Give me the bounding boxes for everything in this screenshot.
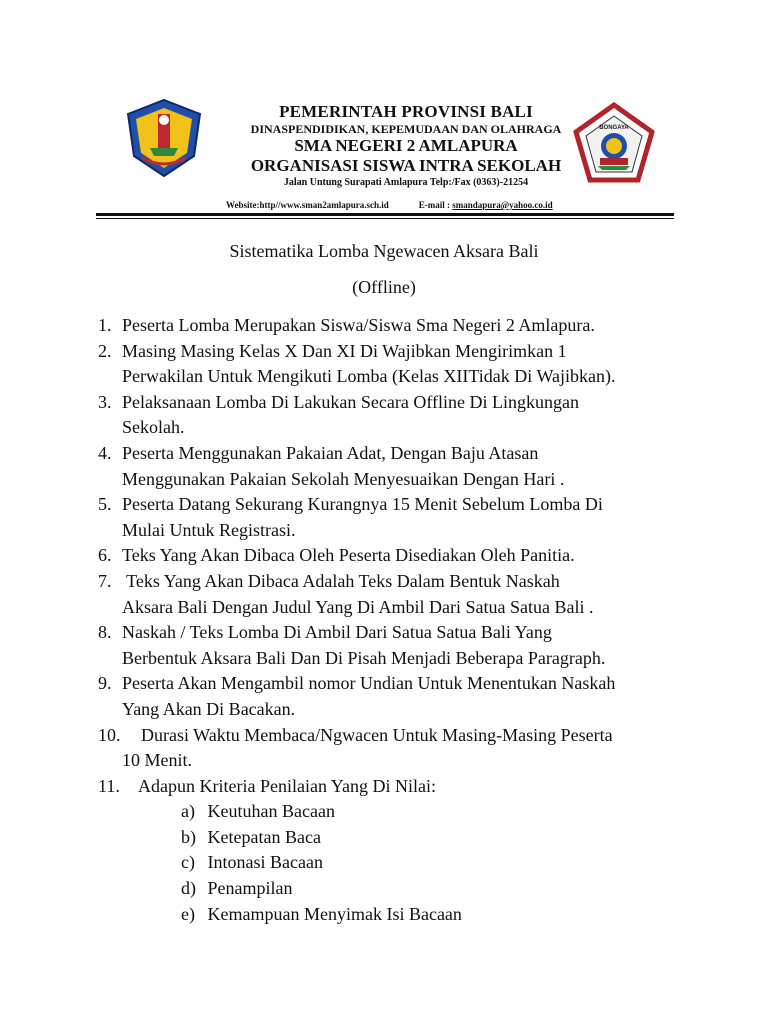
rules-list <box>98 313 688 927</box>
list-item-number: 11. <box>98 775 120 796</box>
list-item-line: Mulai Untuk Registrasi. <box>122 519 296 540</box>
list-item-number: 7. <box>98 570 112 591</box>
criteria-label: a) <box>181 801 195 822</box>
list-item-line: Durasi Waktu Membaca/Ngwacen Untuk Masing-Masing Peserta <box>141 724 613 745</box>
list-item-number: 9. <box>98 673 112 694</box>
criteria-text: Intonasi Bacaan <box>207 852 323 873</box>
letterhead-line-2: DINASPENDIDIKAN, KEPEMUDAAN DAN OLAHRAGA <box>250 122 562 137</box>
list-item-line: Sekolah. <box>122 417 185 438</box>
list-item-number: 1. <box>98 315 112 335</box>
list-item <box>98 569 688 620</box>
document-subtitle: (Offline) <box>352 277 416 297</box>
letterhead <box>96 92 674 222</box>
letterhead-rule-thin <box>96 218 674 219</box>
list-item-line: 10 Menit. <box>122 750 192 771</box>
criteria-item <box>98 825 688 851</box>
list-item-number: 6. <box>98 545 112 566</box>
list-item <box>98 390 688 441</box>
criteria-text: Ketepatan Baca <box>207 826 321 847</box>
list-item <box>98 339 688 390</box>
letterhead-email-label: E-mail : <box>418 200 451 210</box>
criteria-label: c) <box>181 852 195 873</box>
school-logo-text: BONGAYA <box>599 125 629 131</box>
letterhead-line-4: ORGANISASI SISWA INTRA SEKOLAH <box>250 156 562 176</box>
list-item-number: 4. <box>98 442 112 463</box>
list-item-line: Peserta Akan Mengambil nomor Undian Untuk Menentukan Naskah <box>122 673 616 694</box>
criteria-label: d) <box>181 878 196 899</box>
criteria-item <box>98 799 688 825</box>
letterhead-contact <box>226 200 646 210</box>
list-item-number: 2. <box>98 340 112 361</box>
criteria-text: Kemampuan Menyimak Isi Bacaan <box>207 903 462 924</box>
list-item <box>98 774 688 800</box>
list-item <box>98 313 688 339</box>
letterhead-rule-thick <box>96 213 674 216</box>
list-item-line: Peserta Lomba Merupakan Siswa/Siswa Sma Negeri 2 Amlapura. <box>122 315 595 335</box>
list-item-line: Teks Yang Akan Dibaca Adalah Teks Dalam Bentuk Naskah <box>122 570 560 591</box>
list-item-line: Pelaksanaan Lomba Di Lakukan Secara Offline Di Lingkungan <box>122 391 580 412</box>
list-item-line: Peserta Datang Sekurang Kurangnya 15 Menit Sebelum Lomba Di <box>122 494 603 515</box>
list-item-number: 5. <box>98 494 112 515</box>
letterhead-email: smandapura@yahoo.co.id <box>452 200 553 210</box>
letterhead-website: Website:http//www.sman2amlapura.sch.id <box>226 200 389 210</box>
list-item <box>98 441 688 492</box>
list-item-line: Peserta Menggunakan Pakaian Adat, Dengan Baju Atasan <box>122 442 539 463</box>
list-item <box>98 671 688 722</box>
list-item <box>98 492 688 543</box>
list-item-line: Adapun Kriteria Penilaian Yang Di Nilai: <box>138 775 436 796</box>
list-item <box>98 620 688 671</box>
criteria-item <box>98 876 688 902</box>
letterhead-line-1: PEMERINTAH PROVINSI BALI <box>279 102 533 121</box>
list-item-number: 8. <box>98 622 112 643</box>
criteria-label: b) <box>181 826 196 847</box>
list-item <box>98 543 688 569</box>
school-logo-icon <box>572 102 656 186</box>
letterhead-text <box>206 102 606 189</box>
list-item-line: Aksara Bali Dengan Judul Yang Di Ambil Dari Satua Satua Bali . <box>122 596 594 617</box>
list-item-line: Berbentuk Aksara Bali Dan Di Pisah Menjadi Beberapa Paragraph. <box>122 647 606 668</box>
document-title: Sistematika Lomba Ngewacen Aksara Bali <box>229 241 539 261</box>
list-item-number: 10. <box>98 724 121 745</box>
criteria-text: Penampilan <box>207 878 293 899</box>
list-item-line: Yang Akan Di Bacakan. <box>122 698 296 719</box>
criteria-item <box>98 902 688 928</box>
letterhead-address: Jalan Untung Surapati Amlapura Telp:/Fax (0363)-21254 <box>283 177 529 189</box>
criteria-text: Keutuhan Bacaan <box>207 801 335 822</box>
list-item-line: Teks Yang Akan Dibaca Oleh Peserta Disediakan Oleh Panitia. <box>122 545 575 566</box>
criteria-item <box>98 850 688 876</box>
bali-province-emblem-icon <box>124 98 204 178</box>
list-item <box>98 723 688 774</box>
list-item-line: Perwakilan Untuk Mengikuti Lomba (Kelas XIITidak Di Wajibkan). <box>122 366 616 387</box>
list-item-line: Masing Masing Kelas X Dan XI Di Wajibkan Mengirimkan 1 <box>122 340 567 361</box>
letterhead-line-3: SMA NEGERI 2 AMLAPURA <box>294 136 518 156</box>
criteria-label: e) <box>181 903 195 924</box>
list-item-number: 3. <box>98 391 112 412</box>
list-item-line: Naskah / Teks Lomba Di Ambil Dari Satua Satua Bali Yang <box>122 622 552 643</box>
list-item-line: Menggunakan Pakaian Sekolah Menyesuaikan Dengan Hari . <box>122 468 565 489</box>
